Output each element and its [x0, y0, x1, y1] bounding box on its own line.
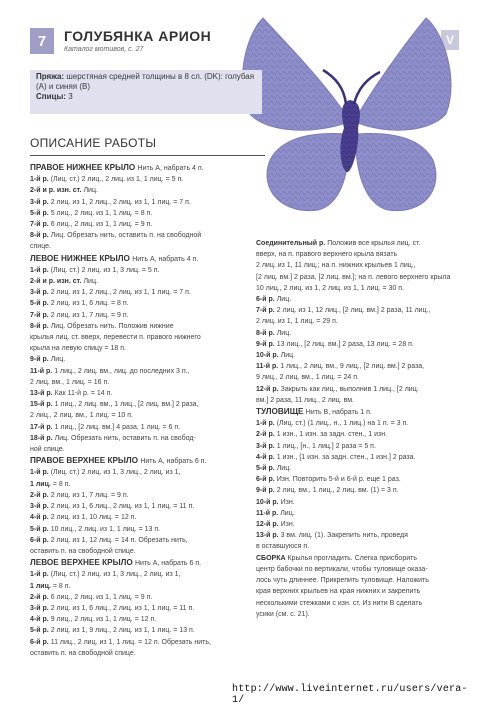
- instruction-text: 2 лиц. из 1, 6 лиц., 2 лиц. из 1, 1 лиц. = 11 п.: [50, 503, 195, 511]
- instruction-text: 2 лиц., 2 лиц. вм., 1 лиц. = 10 п.: [30, 412, 133, 420]
- instruction-line: [30, 332, 260, 343]
- instruction-line: [30, 377, 260, 388]
- instruction-text: = 8 п.: [52, 480, 71, 488]
- row-label: 4-й р.: [256, 453, 275, 461]
- row-label: 10-й р.: [256, 352, 279, 360]
- instruction-text: Как 11-й р. = 14 п.: [54, 390, 113, 398]
- instruction-text: 1 лиц., 2 лиц. вм., 9 лиц., [2 лиц. вм.] 2 раза,: [280, 363, 425, 371]
- instruction-line: [256, 497, 468, 508]
- instruction-text: 9 лиц., 2 лиц. из 1, 1 лиц. = 12 п.: [50, 616, 157, 624]
- instruction-text: 2 лиц. вм., 1 лиц. = 16 п.: [30, 378, 110, 386]
- instruction-line: [30, 219, 260, 230]
- instruction-line: [30, 524, 260, 535]
- instruction-line: [30, 410, 260, 421]
- instruction-line: [30, 455, 260, 467]
- instruction-text: 2 лиц. вм., 1 лиц., 2 лиц. вм. (1) = 3 п.: [276, 487, 399, 495]
- instruction-text: (Лиц. ст.) 2 лиц. из 1, 3 лиц., 2 лиц. из 1,: [50, 469, 181, 477]
- instruction-text: (Лиц. ст.) 2 лиц., 2 лиц. из 1, 1 лиц. = 5 п.: [50, 176, 184, 184]
- instruction-line: [256, 508, 468, 519]
- instruction-line: [256, 372, 468, 383]
- page-subtitle: Каталог мотивов, с. 27: [64, 46, 144, 53]
- instruction-line: [256, 586, 468, 597]
- row-label: 4-й р.: [30, 616, 49, 624]
- instruction-text: (Лиц. ст.) 2 лиц. из 1, 3 лиц., 2 лиц. из 1,: [50, 571, 181, 579]
- butterfly-lower-right-wing: [356, 134, 436, 211]
- instruction-line: [256, 361, 468, 372]
- instruction-text: усики (см. с. 21).: [256, 610, 310, 618]
- instruction-line: [30, 321, 260, 332]
- instruction-text: 2 лиц. из 1, 6 лиц. = 8 п.: [50, 300, 129, 308]
- row-label: 9-й р.: [256, 340, 275, 348]
- instruction-text: [2 лиц. вм.] 2 раза, [2 лиц. вм.]; на п. левого верхнего крыла: [256, 273, 451, 281]
- instruction-line: [30, 637, 260, 648]
- row-label: 1-й р.: [30, 469, 49, 477]
- instruction-text: 2 лиц. из 1, 9 лиц., 2 лиц. из 1, 1 лиц. = 13 п.: [50, 627, 195, 635]
- butterfly-upper-right-wing: [356, 18, 451, 130]
- instruction-line: [256, 564, 468, 575]
- row-label: 3-й р.: [256, 442, 275, 450]
- butterfly-illustration: [228, 10, 468, 240]
- row-label: 2-й р.: [256, 431, 275, 439]
- row-label: 12-й р.: [256, 385, 279, 393]
- instruction-text: Лиц.: [280, 509, 295, 517]
- instruction-text: Лиц.: [276, 296, 292, 304]
- instruction-line: [30, 185, 260, 196]
- instruction-text: Лиц.: [280, 352, 296, 360]
- instruction-heading: ПРАВОЕ НИЖНЕЕ КРЫЛО: [30, 163, 138, 172]
- row-label: 5-й р.: [30, 627, 49, 635]
- instruction-text: 1 лиц., [2 лиц. вм.] 4 раза, 1 лиц. = 6 п.: [54, 423, 181, 431]
- instruction-text: крыла на левую спицу = 18 п.: [30, 345, 127, 353]
- row-label: 9-й р.: [256, 487, 275, 495]
- instruction-heading: ПРАВОЕ ВЕРХНЕЕ КРЫЛО: [30, 456, 141, 466]
- instruction-line: [30, 287, 260, 298]
- instruction-text: 2 лиц. из 1, 11 лиц.; на п. нижних крыльев 1 лиц.,: [256, 262, 416, 270]
- instruction-line: [30, 479, 260, 490]
- butterfly-lower-left-wing: [267, 133, 348, 210]
- instruction-text: 10 лиц., 2 лиц. из 1, 1 лиц. = 13 п.: [50, 525, 161, 533]
- instruction-line: [256, 541, 468, 552]
- instruction-line: [30, 162, 260, 174]
- instruction-line: [30, 422, 260, 433]
- needles-value: 3: [68, 92, 73, 101]
- instruction-line: [30, 253, 260, 265]
- instruction-line: [30, 614, 260, 625]
- instruction-text: 2 лиц. из 1, 10 лиц. = 12 п.: [50, 514, 137, 522]
- instruction-text: несколькими стежками с изн. ст. Из нити В сделать: [256, 599, 423, 607]
- instruction-line: [30, 241, 260, 252]
- instruction-text: 6 лиц., 2 лиц. из 1, 1 лиц. = 9 п.: [50, 221, 153, 229]
- instruction-text: оставить п. на свободной спице.: [30, 649, 136, 657]
- row-label: 4-й р.: [30, 514, 49, 522]
- instruction-text: спице.: [30, 243, 51, 251]
- row-label: 8-й р.: [30, 232, 49, 240]
- instruction-line: [256, 238, 468, 249]
- instruction-line: [256, 260, 468, 271]
- instruction-line: [30, 592, 260, 603]
- instruction-text: 2 лиц. из 1, 7 лиц. = 9 п.: [50, 491, 129, 499]
- instruction-text: лось чуть длиннее. Прикрепить туловище. Наложить: [256, 577, 429, 585]
- instruction-text: Лиц.: [83, 278, 98, 286]
- instruction-line: [256, 429, 468, 440]
- instruction-text: в оставшуюся п.: [256, 543, 310, 551]
- instruction-line: [30, 174, 260, 185]
- instruction-line: [256, 463, 468, 474]
- instruction-line: [30, 197, 260, 208]
- instruction-line: [256, 328, 468, 339]
- row-label: 11-й р.: [256, 509, 279, 517]
- instruction-line: [256, 452, 468, 463]
- instruction-line: [256, 474, 468, 485]
- row-label: Соединительный р.: [256, 240, 326, 247]
- row-label: 6-й р.: [256, 296, 275, 304]
- needles-label: Спицы:: [36, 92, 66, 101]
- instruction-line: [30, 467, 260, 478]
- instruction-line: [256, 441, 468, 452]
- instruction-line: [30, 433, 260, 444]
- instruction-line: [256, 598, 468, 609]
- yarn-text: шерстяная средней толщины в 8 сл. (DK): голубая (А) и синяя (В): [36, 72, 255, 91]
- instruction-text: Лиц.: [50, 356, 66, 364]
- instruction-line: [256, 530, 468, 541]
- instruction-line: [30, 444, 260, 455]
- row-label: 3-й р.: [30, 503, 49, 511]
- instruction-text: 1 изн., [1 изн. за задн. стен., 1 изн.] 2 раза.: [276, 453, 416, 461]
- instruction-text: Нить А, набрать 6 п.: [134, 560, 202, 568]
- instruction-line: [30, 298, 260, 309]
- row-label: 1-й р.: [30, 176, 49, 184]
- section-title: ОПИСАНИЕ РАБОТЫ: [30, 136, 157, 150]
- instruction-line: [30, 276, 260, 287]
- instruction-text: Изн.: [280, 521, 295, 529]
- title-block: [64, 28, 211, 53]
- instruction-line: [256, 406, 468, 418]
- row-label: 12-й р.: [256, 521, 279, 529]
- instruction-text: 6 лиц., 2 лиц. из 1, 1 лиц. = 9 п.: [50, 593, 153, 601]
- row-label: 9-й р.: [30, 356, 49, 364]
- instruction-line: [256, 519, 468, 530]
- instruction-line: [30, 265, 260, 276]
- row-label: 6-й р.: [256, 476, 275, 484]
- instruction-text: Лиц.: [83, 187, 98, 195]
- instruction-text: 2 лиц. из 1, 1 лиц. = 29 п.: [256, 318, 338, 326]
- instruction-line: [256, 350, 468, 361]
- instruction-line: [256, 283, 468, 294]
- instruction-text: 3 вм. лиц. (1). Закрепить нить, проведя: [280, 532, 408, 540]
- instruction-text: Изн.: [280, 498, 295, 506]
- instruction-line: [256, 575, 468, 586]
- page-number-badge: 7: [30, 28, 54, 54]
- corner-mark: V: [441, 30, 459, 50]
- instruction-text: = 8 п.: [52, 582, 71, 590]
- instruction-line: [30, 208, 260, 219]
- instruction-text: 2 лиц. из 1, 7 лиц. = 9 п.: [50, 311, 129, 319]
- instruction-line: [30, 625, 260, 636]
- instruction-line: [30, 648, 260, 659]
- row-label: 2-й р.: [30, 593, 49, 601]
- instruction-line: [30, 512, 260, 523]
- instruction-text: 9 лиц., 2 лиц. вм., 1 лиц. = 24 п.: [256, 374, 359, 382]
- instruction-line: [256, 395, 468, 406]
- instruction-line: [30, 557, 260, 569]
- materials-box: [30, 70, 262, 114]
- instruction-text: Лиц.: [276, 465, 292, 473]
- instruction-heading: ТУЛОВИЩЕ: [256, 407, 306, 417]
- instruction-text: (Лиц. ст.) 2 лиц. из 1, 3 лиц. = 5 п.: [50, 266, 160, 274]
- row-label: 13-й р.: [30, 390, 53, 398]
- row-label: 1-й р.: [30, 571, 49, 579]
- instruction-line: [30, 535, 260, 546]
- instruction-text: 1 лиц., 2 лиц. вм., лиц. до последних 3 п.,: [54, 367, 190, 375]
- row-label: 2-й и р. изн. ст.: [30, 278, 82, 286]
- instruction-line: [30, 546, 260, 557]
- instruction-line: [30, 581, 260, 592]
- yarn-line: [36, 72, 256, 92]
- instruction-line: [256, 609, 468, 620]
- row-label: 11-й р.: [256, 363, 279, 371]
- instruction-text: Положив все крылья лиц. ст.: [327, 240, 421, 247]
- page-title: ГОЛУБЯНКА АРИОН: [64, 28, 212, 44]
- row-label: 1-й р.: [30, 266, 49, 274]
- instruction-text: 1 лиц., 2 лиц. вм., 1 лиц., [2 лиц. вм.] 2 раза,: [54, 401, 199, 409]
- instruction-text: 5 лиц., 2 лиц. из 1, 1 лиц. = 8 п.: [50, 209, 153, 217]
- instruction-text: 13 лиц., [2 лиц. вм.] 2 раза, 13 лиц. = 28 п.: [276, 340, 414, 348]
- row-label: 7-й р.: [30, 311, 49, 319]
- instruction-line: [256, 294, 468, 305]
- instruction-heading: ЛЕВОЕ НИЖНЕЕ КРЫЛО: [30, 253, 133, 263]
- row-label: 7-й р.: [30, 221, 49, 229]
- instruction-line: [256, 249, 468, 260]
- instruction-line: [30, 399, 260, 410]
- instruction-text: края верхних крыльев на края нижних и закрепить: [256, 588, 421, 596]
- section-divider: [30, 155, 265, 156]
- row-label: 3-й р.: [30, 198, 49, 206]
- instruction-text: Крылья прогладить. Слегка присборить: [287, 554, 417, 562]
- instruction-text: оставить п. на свободной спице.: [30, 547, 136, 555]
- instruction-line: [30, 310, 260, 321]
- instruction-text: центр бабочки по вертикали, чтобы туловище оказа-: [256, 565, 428, 573]
- instruction-text: вм.] 2 раза, 11 лиц., 2 лиц. вм.: [256, 396, 355, 404]
- instruction-text: Нить А, набрать 6 п.: [140, 458, 207, 466]
- instruction-text: 2 лиц. из 1, 12 лиц., [2 лиц. вм.] 2 раза, 11 лиц.,: [276, 307, 431, 315]
- instruction-text: 2 лиц. из 1, 2 лиц., 2 лиц. из 1, 1 лиц. = 7 п.: [50, 198, 191, 206]
- instruction-line: [256, 384, 468, 395]
- row-label: 5-й р.: [30, 300, 49, 308]
- instruction-line: [256, 339, 468, 350]
- row-label: 8-й р.: [30, 322, 49, 330]
- instruction-line: [256, 485, 468, 496]
- instruction-text: Лиц. Обрезать нить. Положив нижние: [50, 322, 174, 330]
- row-label: 2-й и р. изн. ст.: [30, 187, 82, 195]
- instruction-line: [30, 490, 260, 501]
- instruction-line: [256, 272, 468, 283]
- instruction-line: [256, 553, 468, 564]
- instructions-right-column: [256, 238, 468, 620]
- instruction-line: [30, 230, 260, 241]
- instruction-text: Нить В, набрать 1 п.: [305, 409, 372, 417]
- instruction-text: Лиц. Обрезать нить, оставить п. на свобод-: [54, 434, 196, 442]
- row-label: 6-й р.: [30, 536, 49, 544]
- row-label: 1 лиц.: [30, 480, 51, 488]
- row-label: 5-й р.: [30, 525, 49, 533]
- row-label: 7-й р.: [256, 307, 275, 315]
- row-label: 11-й р.: [30, 367, 53, 375]
- instruction-line: [30, 569, 260, 580]
- instruction-text: ной спице.: [30, 446, 65, 454]
- instruction-text: 2 лиц. из 1, 6 лиц., 2 лиц. из 1, 1 лиц. = 11 п.: [50, 604, 195, 612]
- instruction-line: [30, 343, 260, 354]
- instruction-line: [30, 354, 260, 365]
- instruction-text: 2 лиц. из 1, 2 лиц., 2 лиц. из 1, 1 лиц. = 7 п.: [50, 289, 191, 297]
- instruction-line: [30, 501, 260, 512]
- instruction-text: Нить А, набрать 4 п.: [137, 165, 204, 172]
- instruction-text: Закрыть как лиц., выполнив 1 лиц., [2 лиц.: [280, 385, 419, 393]
- instruction-line: [30, 366, 260, 377]
- instruction-line: [256, 305, 468, 316]
- instruction-line: [30, 388, 260, 399]
- instruction-text: 1 лиц., [н., 1 лиц.] 2 раза = 5 п.: [276, 442, 376, 450]
- instruction-heading: ЛЕВОЕ ВЕРХНЕЕ КРЫЛО: [30, 558, 135, 568]
- row-label: 18-й р.: [30, 434, 53, 442]
- instruction-text: Лиц. Обрезать нить, оставить п. на свободной: [50, 232, 202, 240]
- row-label: 5-й р.: [30, 209, 49, 217]
- row-label: 8-й р.: [256, 329, 275, 337]
- row-label: 17-й р.: [30, 423, 53, 431]
- row-label: СБОРКА: [256, 554, 286, 562]
- instruction-text: 1 изн., 1 изн. за задн. стен., 1 изн.: [276, 431, 388, 439]
- instruction-text: 2 лиц. из 1, 12 лиц. = 14 п. Обрезать нить,: [50, 536, 188, 544]
- instruction-text: 10 лиц., 2 лиц. из 1, 2 лиц. из 1, 1 лиц. = 30 п.: [256, 284, 404, 292]
- instruction-line: [256, 316, 468, 327]
- row-label: 2-й р.: [30, 491, 49, 499]
- row-label: 1-й р.: [256, 420, 275, 428]
- row-label: 5-й р.: [256, 465, 275, 473]
- instruction-text: вверх, на п. правого верхнего крыла вязать: [256, 251, 398, 259]
- instruction-line: [256, 418, 468, 429]
- instruction-text: 11 лиц., 2 лиц. из 1, 1 лиц. = 12 п. Обрезать нить,: [50, 638, 211, 646]
- yarn-label: Пряжа:: [36, 72, 65, 81]
- instruction-text: Лиц.: [276, 329, 292, 337]
- row-label: 3-й р.: [30, 289, 49, 297]
- instruction-line: [30, 603, 260, 614]
- instruction-text: Изн. Повторить 5-й и 6-й р. еще 1 раз.: [276, 476, 401, 484]
- row-label: 13-й р.: [256, 532, 279, 540]
- instruction-text: Нить А, набрать 4 п.: [132, 255, 199, 263]
- row-label: 1 лиц.: [30, 582, 51, 590]
- row-label: 15-й р.: [30, 401, 53, 409]
- needles-line: [36, 92, 256, 102]
- instruction-text: крылья лиц. ст. вверх, перевести п. правого нижнего: [30, 334, 201, 342]
- row-label: 6-й р.: [30, 638, 49, 646]
- row-label: 3-й р.: [30, 604, 49, 612]
- footer-url: http://www.liveinternet.ru/users/vera-1/: [232, 684, 468, 706]
- instruction-text: (Лиц. ст.) (1 лиц., н., 1 лиц.) на 1 п. = 3 п.: [276, 420, 409, 428]
- instructions-left-column: [30, 162, 260, 659]
- row-label: 10-й р.: [256, 498, 279, 506]
